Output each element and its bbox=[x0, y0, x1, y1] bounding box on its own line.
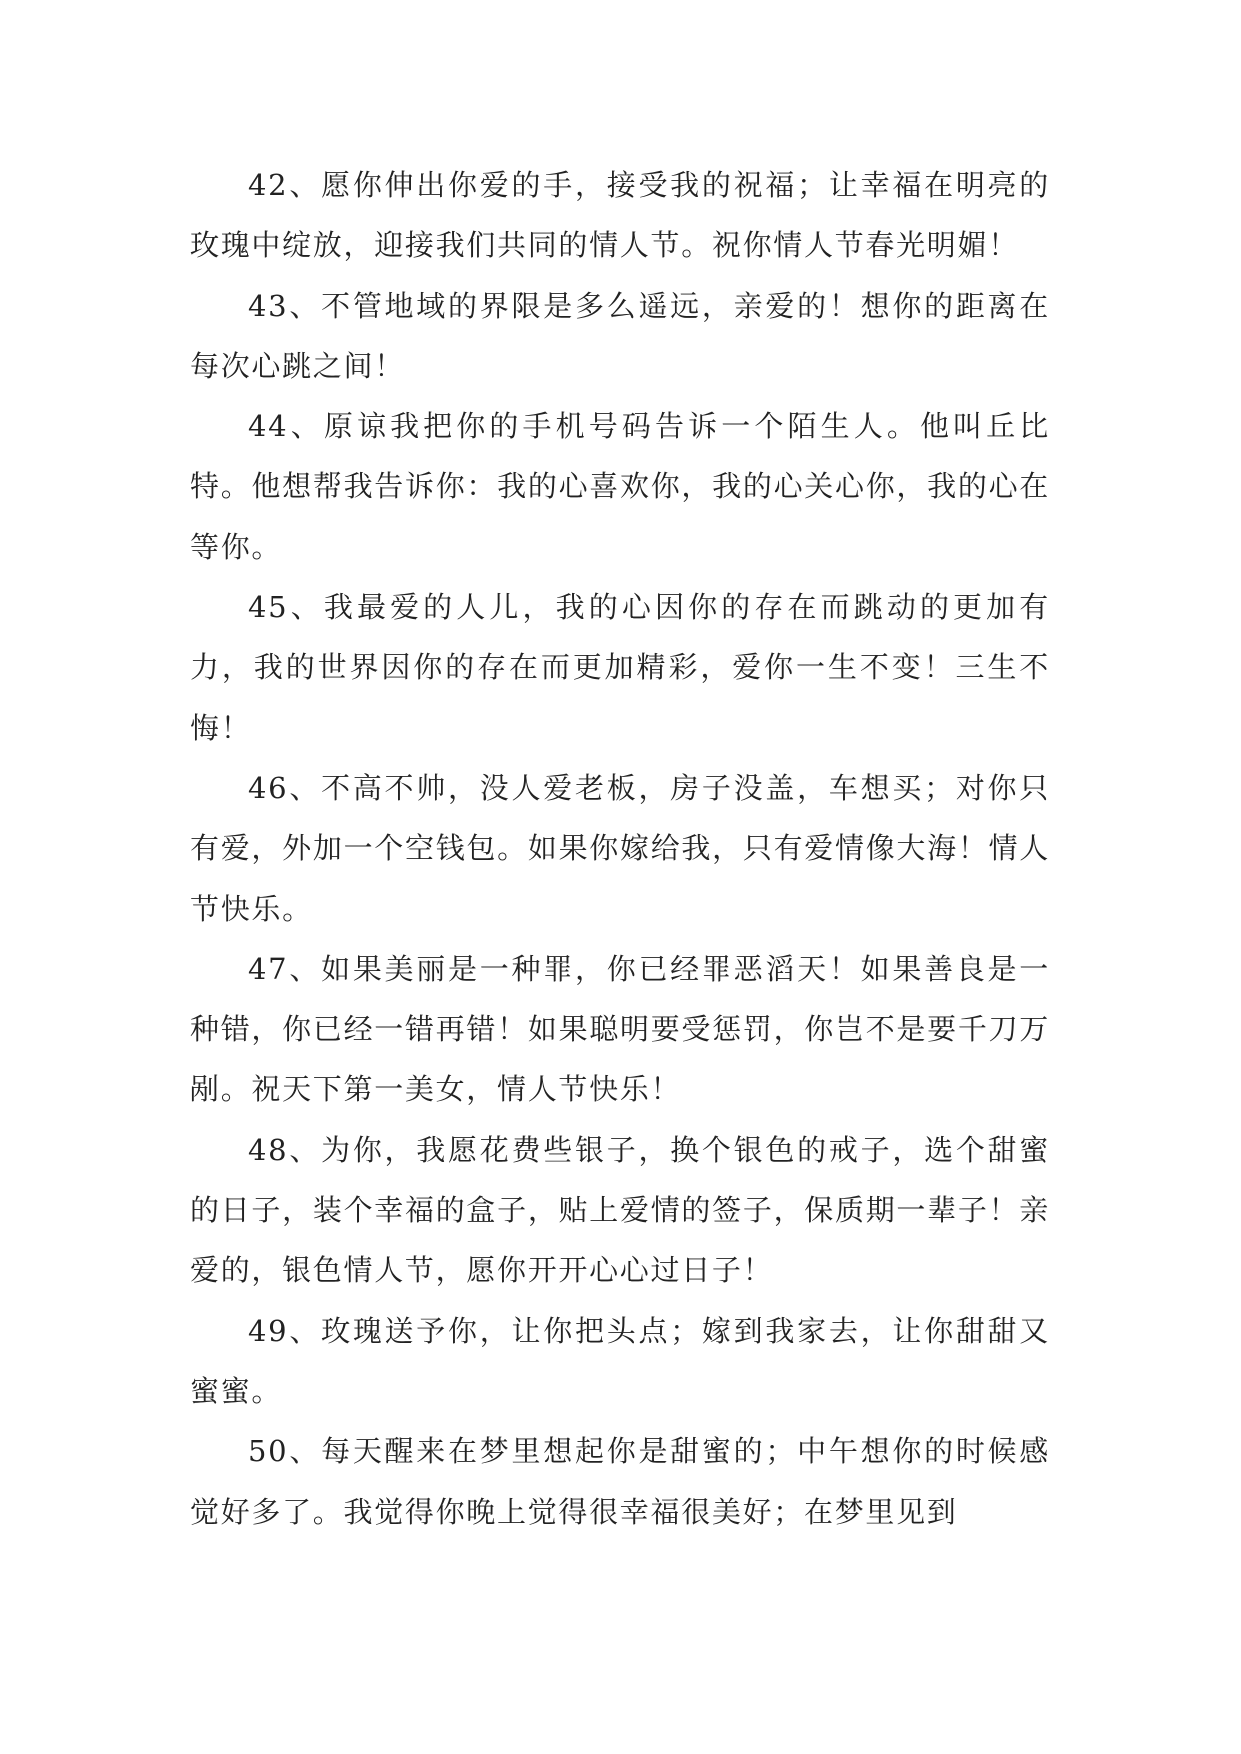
paragraph-50: 50、每天醒来在梦里想起你是甜蜜的；中午想你的时候感觉好多了。我觉得你晚上觉得很幸福很美好；在梦里见到 bbox=[190, 1434, 1050, 1529]
paragraph-42: 42、愿你伸出你爱的手，接受我的祝福；让幸福在明亮的玫瑰中绽放，迎接我们共同的情人节。祝你情人节春光明媚！ bbox=[190, 168, 1050, 263]
paragraph-45: 45、我最爱的人儿，我的心因你的存在而跳动的更加有力，我的世界因你的存在而更加精彩，爱你一生不变！三生不悔！ bbox=[190, 590, 1050, 745]
paragraph-44: 44、原谅我把你的手机号码告诉一个陌生人。他叫丘比特。他想帮我告诉你：我的心喜欢你，我的心关心你，我的心在等你。 bbox=[190, 409, 1050, 564]
paragraph-49: 49、玫瑰送予你，让你把头点；嫁到我家去，让你甜甜又蜜蜜。 bbox=[190, 1313, 1050, 1408]
document-body bbox=[190, 155, 1050, 1542]
paragraph-48: 48、为你，我愿花费些银子，换个银色的戒子，选个甜蜜的日子，装个幸福的盒子，贴上爱情的签子，保质期一辈子！亲爱的，银色情人节，愿你开开心心过日子！ bbox=[190, 1132, 1050, 1288]
paragraph-43: 43、不管地域的界限是多么遥远，亲爱的！想你的距离在每次心跳之间！ bbox=[190, 288, 1050, 383]
paragraph-46: 46、不高不帅，没人爱老板，房子没盖，车想买；对你只有爱，外加一个空钱包。如果你嫁给我，只有爱情像大海！情人节快乐。 bbox=[190, 770, 1050, 926]
paragraph-47: 47、如果美丽是一种罪，你已经罪恶滔天！如果善良是一种错，你已经一错再错！如果聪明要受惩罚，你岂不是要千刀万剐。祝天下第一美女，情人节快乐！ bbox=[190, 951, 1050, 1107]
